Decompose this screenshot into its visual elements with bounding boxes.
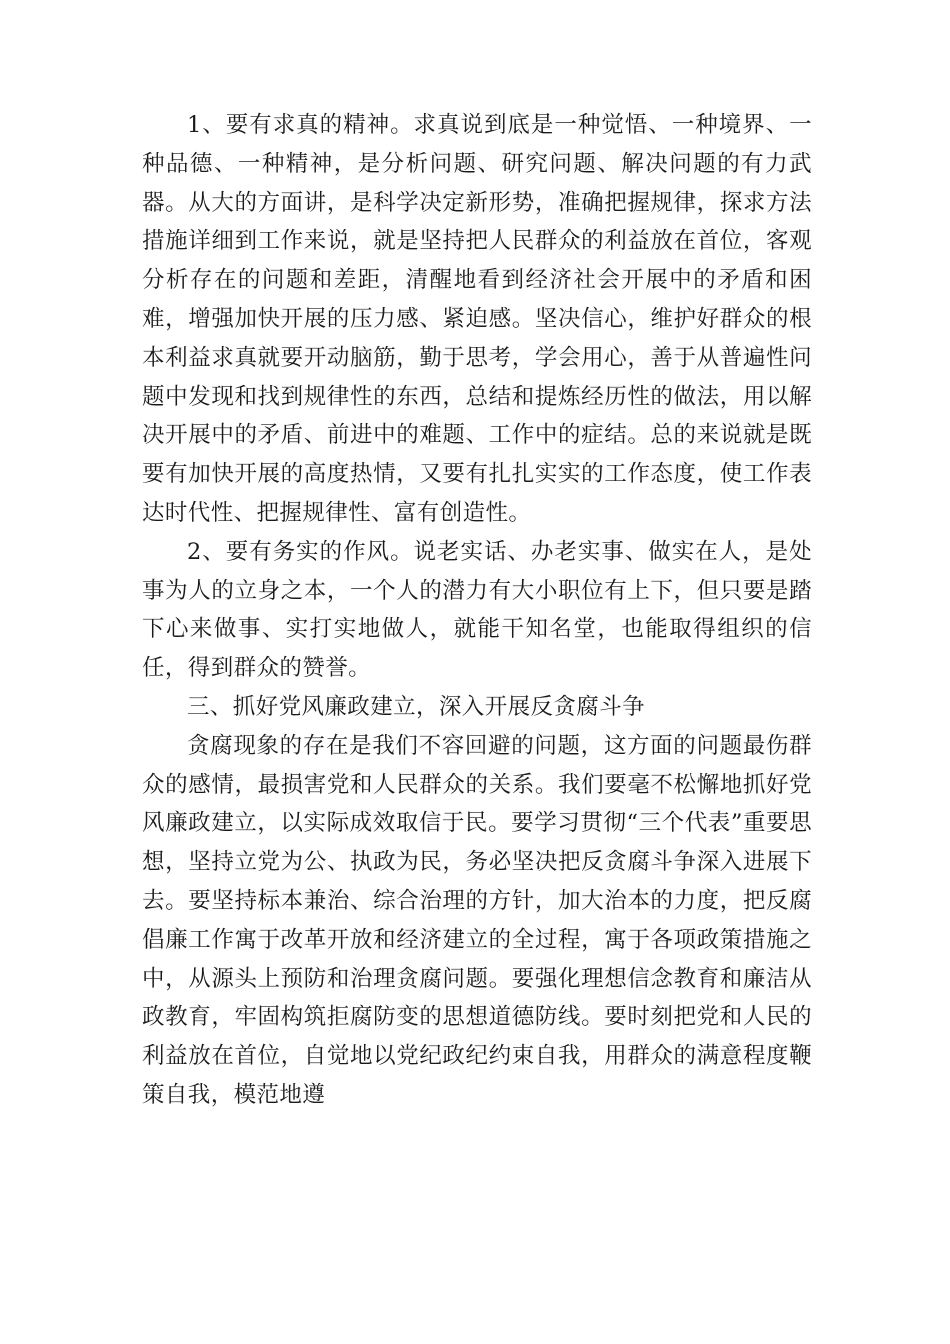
paragraph-seeking-truth: 1、要有求真的精神。求真说到底是一种觉悟、一种境界、一种品德、一种精神，是分析问题、研究问题、解决问题的有力武器。从大的方面讲，是科学决定新形势，准确把握规律，探求方法措施详细到工作来说，就是坚持把人民群众的利益放在首位，客观分析存在的问题和差距，清醒地看到经济社会开展中的矛盾和困难，增强加快开展的压力感、紧迫感。坚决信心，维护好群众的根本利益求真就要开动脑筋，勤于思考，学会用心，善于从普遍性问题中发现和找到规律性的东西，总结和提炼经历性的做法，用以解决开展中的矛盾、前进中的难题、工作中的症结。总的来说就是既要有加快开展的高度热情，又要有扎扎实实的工作态度，使工作表达时代性、把握规律性、富有创造性。 xyxy=(142,112,812,526)
paragraph-practical-style: 2、要有务实的作风。说老实话、办老实事、做实在人，是处事为人的立身之本，一个人的潜力有大小职位有上下，但只要是踏下心来做事、实打实地做人，就能干知名堂，也能取得组织的信任，得到群众的赞誉。 xyxy=(142,538,812,682)
document-body xyxy=(142,106,812,1115)
section-heading-anti-corruption: 三、抓好党风廉政建立，深入开展反贪腐斗争 xyxy=(187,693,646,720)
paragraph-anti-corruption: 贪腐现象的存在是我们不容回避的问题，这方面的问题最伤群众的感情，最损害党和人民群众的关系。我们要毫不松懈地抓好党风廉政建立，以实际成效取信于民。要学习贯彻“三个代表”重要思想，坚持立党为公、执政为民，务必坚决把反贪腐斗争深入进展下去。要坚持标本兼治、综合治理的方针，加大治本的力度，把反腐倡廉工作寓于改革开放和经济建立的全过程，寓于各项政策措施之中，从源头上预防和治理贪腐问题。要强化理想信念教育和廉洁从政教育，牢固构筑拒腐防变的思想道德防线。要时刻把党和人民的利益放在首位，自觉地以党纪政纪约束自我，用群众的满意程度鞭策自我，模范地遵 xyxy=(142,732,812,1108)
